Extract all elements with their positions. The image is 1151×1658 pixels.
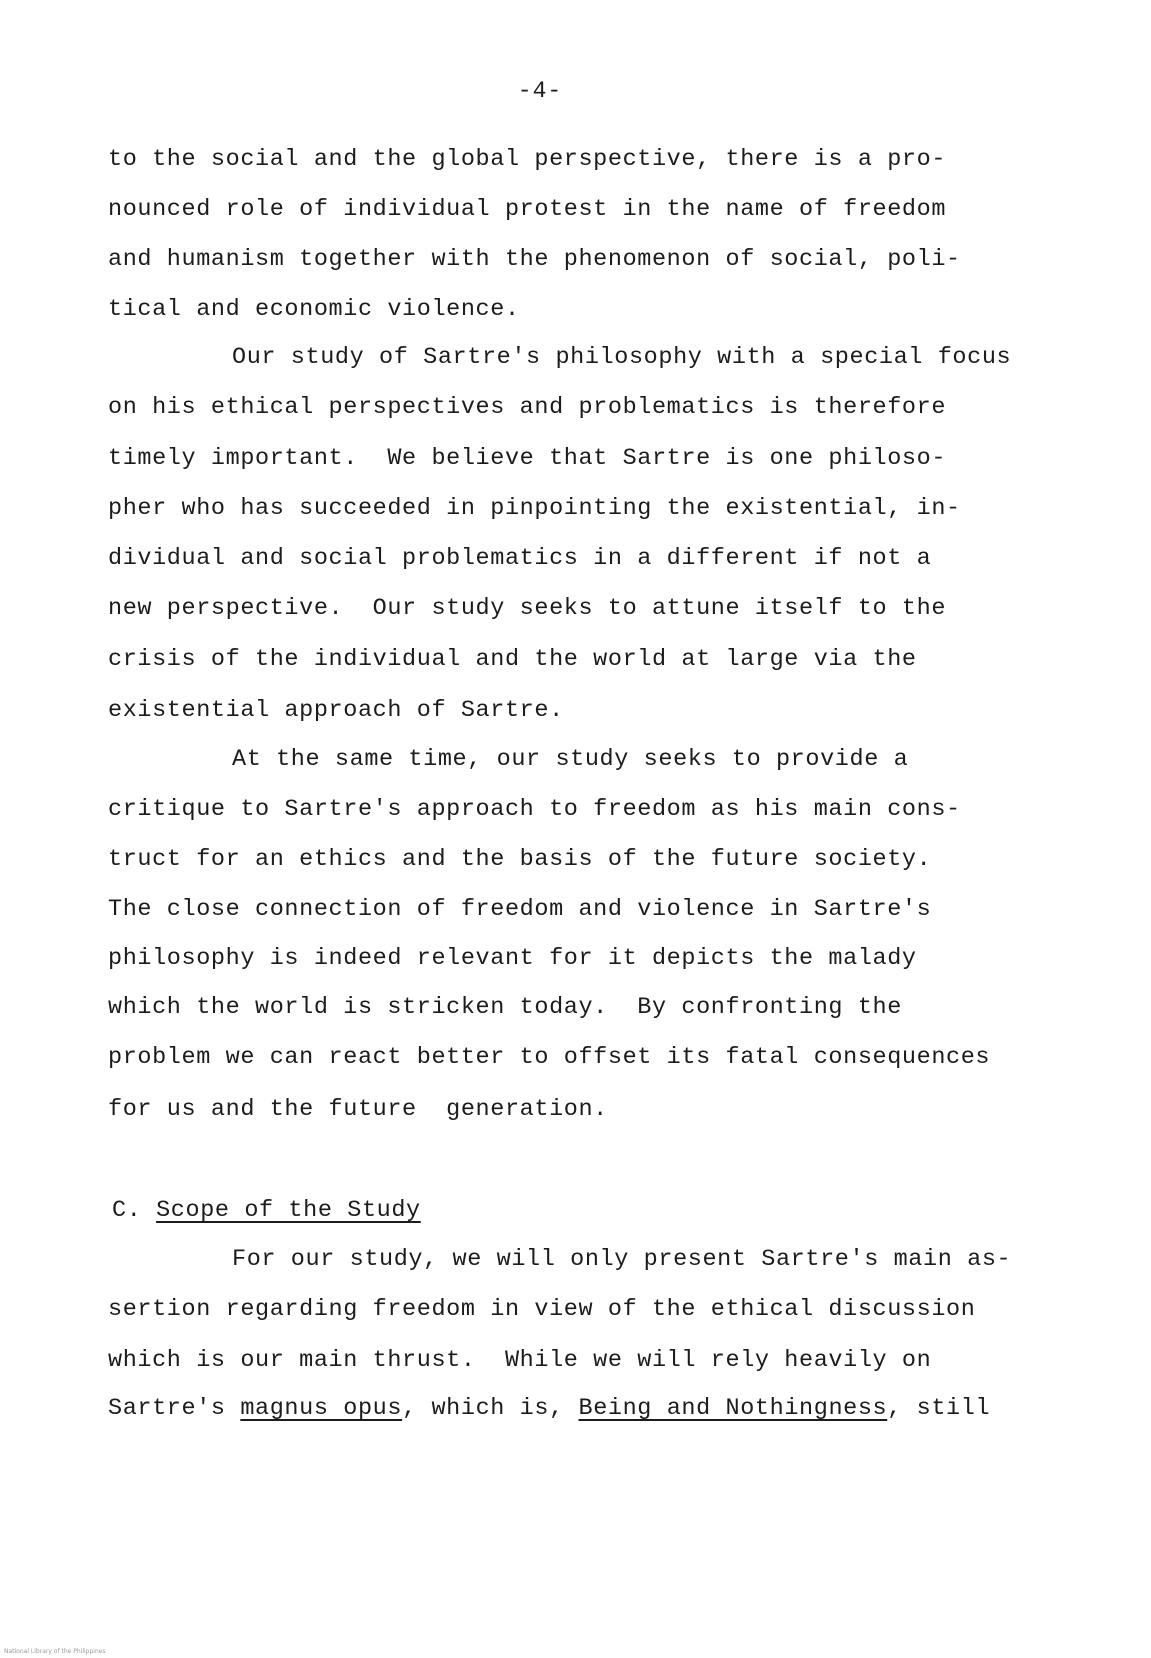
text-line: crisis of the individual and the world at large via the — [108, 646, 917, 673]
text-line: timely important. We believe that Sartre is one philoso- — [108, 445, 947, 472]
page-number: -4- — [517, 78, 563, 104]
text-line: dividual and social problematics in a different if not a — [108, 545, 932, 572]
book-title: Being and Nothingness — [578, 1395, 888, 1422]
text-line: sertion regarding freedom in view of the ethical discussion — [108, 1296, 976, 1323]
text-line: critique to Sartre's approach to freedom as his main cons- — [108, 796, 961, 823]
section-prefix: C. — [112, 1197, 157, 1224]
text-line: nounced role of individual protest in the name of freedom — [108, 196, 947, 223]
emphasis-magnus-opus: magnus opus — [240, 1395, 403, 1422]
text-line: Our study of Sartre's philosophy with a special focus — [232, 344, 1012, 371]
text-line: truct for an ethics and the basis of the future society. — [108, 846, 932, 873]
text-line: The close connection of freedom and violence in Sartre's — [108, 896, 932, 923]
text-line: and humanism together with the phenomenon of social, poli- — [108, 246, 961, 273]
archive-footer: National Library of the Philippines — [4, 1648, 106, 1655]
text-run: , which is, — [402, 1395, 579, 1422]
text-line: At the same time, our study seeks to provide a — [232, 746, 909, 773]
text-line: pher who has succeeded in pinpointing the existential, in- — [108, 495, 961, 522]
text-line: tical and economic violence. — [108, 296, 520, 323]
text-run: , still — [887, 1395, 991, 1422]
text-line: to the social and the global perspective, there is a pro- — [108, 146, 947, 173]
text-line: for us and the future generation. — [108, 1096, 608, 1123]
text-line: philosophy is indeed relevant for it depicts the malady — [108, 945, 917, 972]
text-line — [108, 1397, 990, 1421]
text-line: For our study, we will only present Sartre's main as- — [232, 1246, 1012, 1273]
section-heading — [112, 1199, 421, 1223]
text-line: new perspective. Our study seeks to attune itself to the — [108, 595, 947, 622]
text-run: Sartre's — [108, 1395, 241, 1422]
text-line: which the world is stricken today. By confronting the — [108, 994, 902, 1021]
text-line: existential approach of Sartre. — [108, 697, 564, 724]
text-line: which is our main thrust. While we will rely heavily on — [108, 1347, 932, 1374]
section-title: Scope of the Study — [156, 1197, 421, 1224]
text-line: on his ethical perspectives and problematics is therefore — [108, 394, 947, 421]
text-line: problem we can react better to offset its fatal consequences — [108, 1044, 991, 1071]
